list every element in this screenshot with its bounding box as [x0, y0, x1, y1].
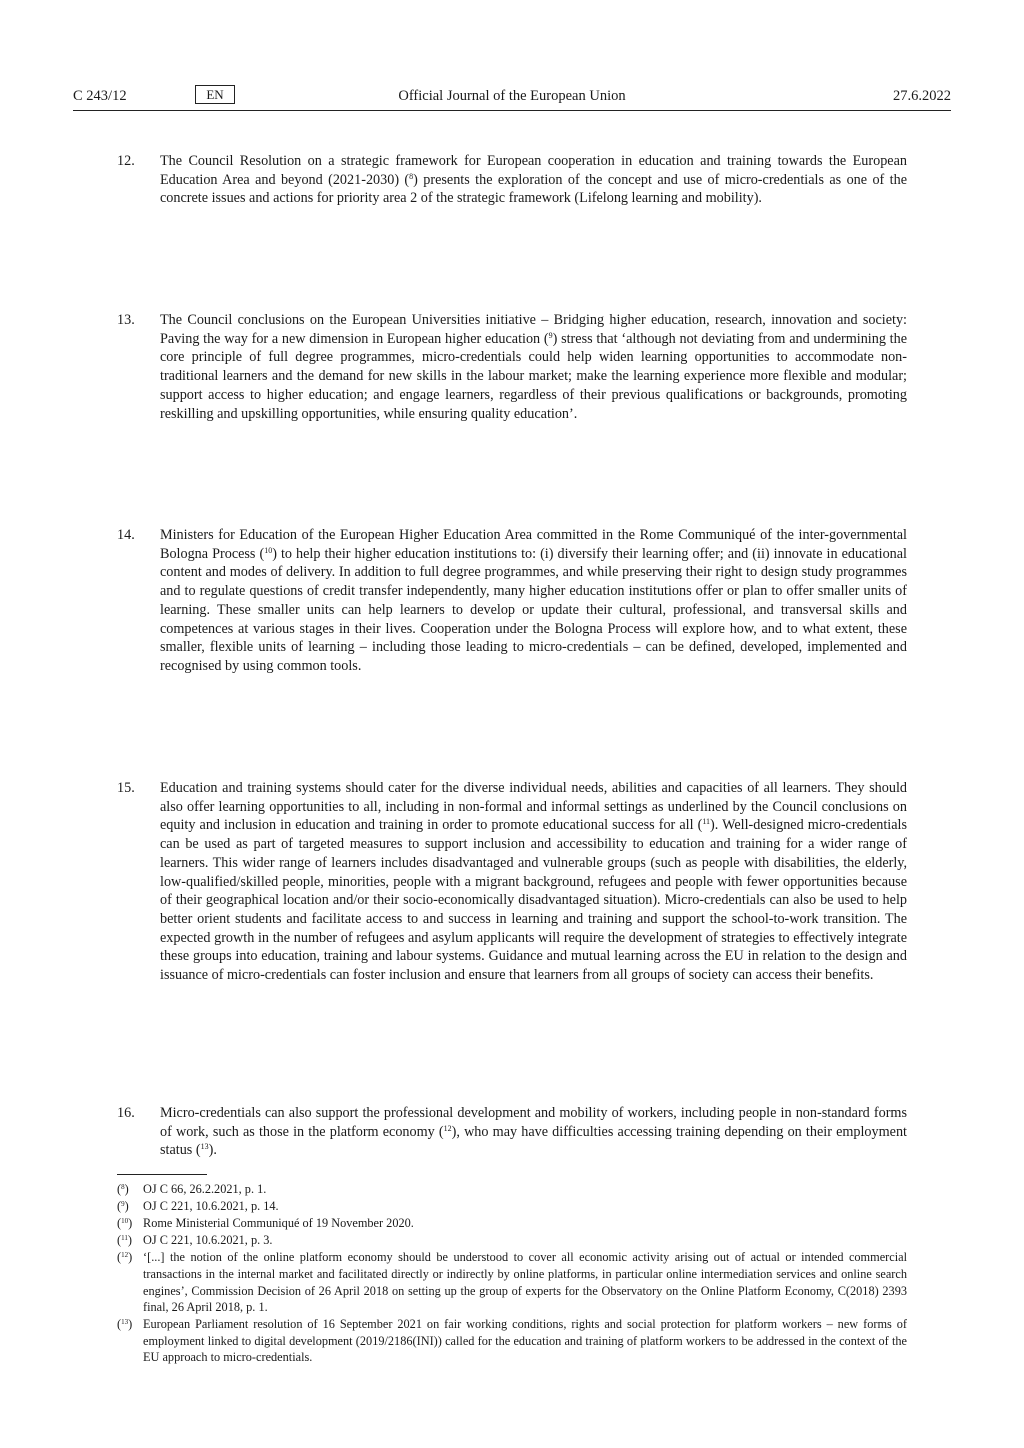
paragraph-12 — [117, 152, 907, 208]
publication-date: 27.6.2022 — [893, 88, 951, 104]
journal-title: Official Journal of the European Union — [398, 88, 626, 104]
footnote-mark: ($^8$) — [117, 1182, 129, 1196]
footnote-12 — [117, 1249, 907, 1315]
footnote-mark: ($^{10}$) — [117, 1216, 133, 1231]
paragraph-text — [160, 311, 907, 423]
footnote-mark: ($^9$) — [117, 1199, 129, 1214]
paragraph-13 — [117, 311, 907, 423]
footnote-mark: ($^{12}$) — [117, 1250, 133, 1265]
paragraph-text-segment: ), who may have difficulties accessing training depending on their employment status ( — [160, 1123, 907, 1159]
footnotes-section — [117, 1181, 907, 1367]
footnote-mark-number: 8 — [121, 1183, 125, 1191]
paragraph-text — [160, 152, 907, 208]
paragraph-text-segment: ). — [208, 1142, 217, 1159]
footnote-ref[interactable]: 9 — [548, 330, 553, 340]
footnote-text: OJ C 221, 10.6.2021, p. 14. — [143, 1199, 279, 1214]
paragraph-text-segment: Ministers for Education of the European Higher Education Area committed in the Rome Communiqué of the inter-governmental Bologna Process ( — [160, 527, 907, 562]
paragraph-text — [160, 779, 907, 985]
footnote-separator — [117, 1174, 207, 1175]
paragraph-text-segment: ) stress that ‘although not deviating from and undermining the core principle of full degree programmes, micro-credentials could help widen learning opportunities to accommodate non-traditional learners and the demand for new skills in the labour market; make the learning experience more flexible and modular; support access to higher education; and engage learners, regardless of their previous qualifications or backgrounds, promoting reskilling and upskilling opportunities, while ensuring quality education’. — [160, 330, 907, 422]
paragraph-text-segment: The Council Resolution on a strategic framework for European cooperation in education and training towards the European Education Area and beyond (2021-2030) ( — [160, 153, 907, 188]
footnote-11 — [117, 1232, 907, 1249]
footnote-mark-number: 10 — [121, 1217, 129, 1226]
footnote-text: OJ C 66, 26.2.2021, p. 1. — [143, 1182, 267, 1196]
paragraph-text-segment: ) to help their higher education institutions to: (i) diversify their learning offer; and (ii) innovate in educational content and modes of delivery. In addition to full degree programmes, and while preserving their right to design study programmes and to regulate questions of credit transfer independently, many higher education institutions offer or plan to offer smaller units of learning. These smaller units can help learners to develop or update their cultural, professional, and transversal skills and competences at various stages in their lives. Cooperation under the Bologna Process will explore how, and to what extent, these smaller, flexible units of learning – including those leading to micro-credentials – can be defined, developed, implemented and recognised by using common tools. — [160, 545, 907, 674]
footnote-ref[interactable]: 13 — [200, 1142, 209, 1152]
footnote-mark-number: 11 — [121, 1234, 128, 1243]
footnote-10 — [117, 1215, 907, 1232]
paragraph-text-segment: Micro-credentials can also support the professional development and mobility of workers, including people in non-standard forms of work, such as those in the platform economy ( — [160, 1105, 907, 1140]
paragraph-16 — [117, 1104, 907, 1160]
footnote-text: Rome Ministerial Communiqué of 19 November 2020. — [143, 1216, 414, 1231]
footnote-ref[interactable]: 10 — [264, 545, 273, 555]
footnote-ref[interactable]: 12 — [443, 1123, 452, 1133]
paragraph-text-segment: ) presents the exploration of the concept and use of micro-credentials as one of the concrete issues and actions for priority area 2 of the strategic framework (Lifelong learning and mobility). — [160, 171, 907, 207]
paragraph-text-segment: The Council conclusions on the European Universities initiative – Bridging higher education, research, innovation and society: Paving the way for a new dimension in European higher education ( — [160, 312, 907, 347]
paragraph-number: 16. — [117, 1105, 135, 1121]
paragraph-15 — [117, 779, 907, 985]
paragraph-number: 13. — [117, 312, 135, 328]
footnote-text: OJ C 221, 10.6.2021, p. 3. — [143, 1233, 273, 1248]
paragraph-number: 15. — [117, 780, 135, 796]
paragraph-text — [160, 526, 907, 676]
footnote-8 — [117, 1181, 907, 1198]
paragraph-14 — [117, 526, 907, 676]
footnote-ref[interactable]: 8 — [409, 171, 414, 181]
paragraph-text-segment: Education and training systems should cater for the diverse individual needs, abilities and capacities of all learners. They should also offer learning opportunities to all, including in non-formal and informal settings as underlined by the Council conclusions on equity and inclusion in education and training in order to promote educational success for all ( — [160, 780, 907, 834]
footnote-9 — [117, 1198, 907, 1215]
footnote-mark: ($^{11}$) — [117, 1233, 132, 1248]
footnote-mark-number: 9 — [121, 1200, 125, 1209]
footnote-ref[interactable]: 11 — [702, 817, 711, 827]
page-header — [73, 84, 951, 111]
paragraph-number: 14. — [117, 527, 135, 543]
footnote-text: ‘[...] the notion of the online platform economy should be understood to cover all economic activity arising out of actual or intended commercial transactions in the internal market and facilitated directly or indirectly by online platforms, in particular online intermediation services and online search engines’, Commission Decision of 26 April 2018 on setting up the group of experts for the Observatory on the Online Platform Economy, C(2018) 2393 final, 26 April 2018, p. 1. — [143, 1250, 907, 1315]
footnote-text: European Parliament resolution of 16 September 2021 on fair working conditions, rights and social protection for platform workers – new forms of employment linked to digital development (2019/2186(INI)) called for the education and training of platform workers to be addressed in the context of the EU approach to micro-credentials. — [143, 1317, 907, 1365]
footnote-mark-number: 13 — [121, 1318, 129, 1327]
footnote-mark: ($^{13}$) — [117, 1317, 133, 1332]
paragraph-number: 12. — [117, 153, 135, 169]
footnote-mark-number: 12 — [121, 1251, 129, 1260]
paragraph-text-segment: ). Well-designed micro-credentials can be used as part of targeted measures to support inclusion and accessibility to education and training for a wider range of learners. This wider range of learners includes disadvantaged and vulnerable groups (such as people with disabilities, the elderly, low-qualified/skilled people, minorities, people with a migrant background, refugees and people with fewer opportunities because of their geographical location and/or their socio-economically disadvantaged situation). Micro-credentials can also be used to help better orient students and facilitate access to and success in learning and training and support the school-to-work transition. The expected growth in the number of refugees and asylum applicants will require the development of strategies to effectively integrate these groups into education, training and labour systems. Guidance and mutual learning across the EU in relation to the design and issuance of micro-credentials can foster inclusion and ensure that learners from all groups of society can access their benefits. — [160, 817, 908, 984]
paragraph-text — [160, 1104, 907, 1160]
footnote-13 — [117, 1316, 907, 1366]
language-badge: EN — [195, 85, 235, 104]
document-reference: C 243/12 — [73, 88, 127, 104]
